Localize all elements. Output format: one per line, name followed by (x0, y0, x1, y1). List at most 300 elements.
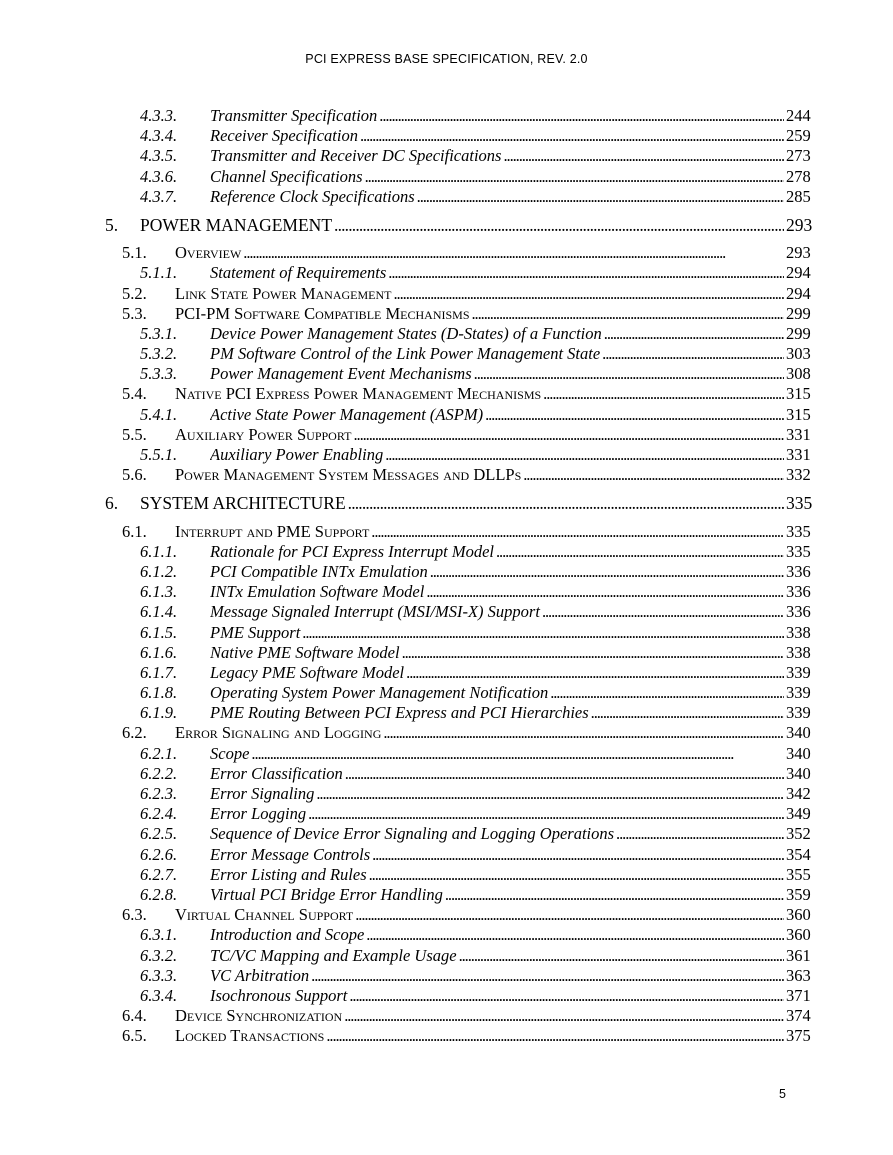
dot-leader (388, 263, 784, 283)
toc-entry-page (786, 663, 811, 683)
toc-entry-number: 6.1.1. (140, 541, 178, 561)
toc-entry-title: Error Classification (210, 763, 343, 783)
toc-entry-title: Link State Power Management (175, 283, 392, 303)
toc-entry-title-wrap (175, 723, 786, 743)
toc-entry-page (786, 804, 811, 824)
toc-entry-title: Power Management System Messages and DLLPs (175, 465, 522, 485)
toc-entry-number: 5.3.3. (140, 364, 178, 384)
toc-entry-page (786, 1006, 811, 1026)
toc-entry-page (786, 304, 811, 324)
toc-entry-title: Statement of Requirements (210, 263, 387, 283)
toc-entry-page-number: 359 (786, 884, 811, 904)
toc-entry-page-number: 336 (786, 602, 811, 622)
toc-entry-page-number: 361 (786, 945, 811, 965)
toc-entry-title: Reference Clock Specifications (210, 186, 415, 206)
toc-entry-page (786, 966, 811, 986)
toc-entry-title: Error Signaling and Logging (175, 723, 382, 743)
toc-entry-number: 6.5. (122, 1026, 147, 1046)
dot-leader (344, 1006, 784, 1026)
toc-entry-title: VC Arbitration (210, 965, 310, 985)
toc-entry-title: SYSTEM ARCHITECTURE (140, 493, 346, 514)
toc-entry-title: PME Support (210, 622, 301, 642)
toc-entry-page (786, 364, 811, 384)
dot-leader (543, 384, 784, 404)
dot-leader (316, 784, 784, 804)
toc-entry-number: 6.1.8. (140, 683, 178, 703)
toc-entry-number: 5. (105, 214, 119, 235)
toc-subsection-entry[interactable] (0, 845, 893, 865)
toc-entry-page (786, 986, 811, 1006)
toc-entry-page-number: 338 (786, 622, 811, 642)
toc-entry-page-number: 335 (786, 493, 813, 514)
toc-entry-page (786, 344, 811, 364)
toc-subsection-entry[interactable] (0, 824, 893, 844)
dot-leader (360, 126, 784, 146)
toc-entry-title-wrap (210, 405, 786, 425)
toc-subsection-entry[interactable] (0, 623, 893, 643)
dot-leader (616, 824, 784, 844)
toc-entry-number: 5.1.1. (140, 263, 178, 283)
toc-subsection-entry[interactable] (0, 663, 893, 683)
dot-leader (542, 602, 784, 622)
toc-entry-title: PM Software Control of the Link Power Management State (210, 344, 601, 364)
toc-entry-page-number: 339 (786, 683, 811, 703)
toc-entry-title: Auxiliary Power Support (175, 424, 352, 444)
dot-leader (406, 663, 784, 683)
toc-entry-title: Native PME Software Model (210, 642, 400, 662)
toc-entry-page (786, 562, 811, 582)
toc-entry-number: 6.1.3. (140, 582, 178, 602)
toc-entry-number: 6.3.3. (140, 965, 178, 985)
toc-entry-number: 6.1. (122, 521, 147, 541)
toc-entry-page (786, 764, 811, 784)
toc-entry-title-wrap (175, 522, 786, 542)
toc-entry-page-number: 259 (786, 126, 811, 146)
toc-entry-title-wrap (210, 966, 786, 986)
toc-entry-title: Power Management Event Mechanisms (210, 364, 472, 384)
toc-entry-page-number: 299 (786, 323, 811, 343)
toc-entry-page-number: 340 (786, 763, 811, 783)
dot-leader (379, 106, 784, 126)
toc-subsection-entry[interactable] (0, 582, 893, 602)
toc-subsection-entry[interactable] (0, 344, 893, 364)
toc-entry-title-wrap (210, 885, 786, 905)
toc-entry-page-number: 342 (786, 784, 811, 803)
toc-subsection-entry[interactable] (0, 865, 893, 885)
toc-entry-number: 5.3.1. (140, 323, 178, 343)
toc-section-entry[interactable] (0, 284, 893, 304)
toc-entry-number: 6.4. (122, 1006, 147, 1026)
toc-entry-title-wrap (210, 623, 786, 643)
toc-entry-page (786, 215, 812, 235)
toc-entry-title: Active State Power Management (ASPM) (210, 404, 484, 424)
toc-subsection-entry[interactable] (0, 146, 893, 166)
toc-entry-number: 6.2.3. (140, 784, 178, 803)
toc-subsection-entry[interactable] (0, 445, 893, 465)
toc-entry-page-number: 273 (786, 146, 811, 166)
toc-entry-page (786, 905, 811, 925)
dot-leader (334, 215, 784, 235)
toc-entry-page (786, 865, 811, 885)
toc-entry-title: Locked Transactions (175, 1026, 325, 1046)
toc-entry-page-number: 352 (786, 824, 811, 844)
toc-entry-title: Device Synchronization (175, 1006, 343, 1026)
dot-leader (459, 946, 784, 966)
toc-entry-title-wrap (210, 865, 786, 885)
toc-entry-page-number: 294 (786, 263, 811, 283)
toc-entry-title: POWER MANAGEMENT (140, 214, 333, 235)
toc-entry-title-wrap (210, 146, 786, 166)
toc-entry-page-number: 336 (786, 582, 811, 602)
toc-entry-title-wrap (175, 243, 786, 263)
toc-subsection-entry[interactable] (0, 602, 893, 622)
toc-section-entry[interactable] (0, 425, 893, 445)
toc-entry-title-wrap (210, 764, 786, 784)
toc-entry-number: 4.3.3. (140, 106, 178, 125)
toc-entry-title-wrap (210, 804, 786, 824)
toc-entry-page-number: 340 (786, 723, 811, 743)
toc-entry-page (786, 493, 812, 513)
toc-entry-number: 6.1.9. (140, 703, 178, 723)
dot-leader (353, 425, 784, 445)
toc-entry-number: 6.1.6. (140, 642, 178, 662)
toc-entry-title: Message Signaled Interrupt (MSI/MSI-X) Support (210, 602, 540, 622)
toc-entry-page (786, 1026, 811, 1046)
toc-entry-title-wrap (210, 986, 786, 1006)
toc-entry-page (786, 824, 811, 844)
toc-entry-number: 5.2. (122, 283, 147, 303)
toc-subsection-entry[interactable] (0, 263, 893, 283)
toc-entry-page-number: 340 (786, 743, 811, 763)
toc-entry-page (786, 703, 811, 723)
dot-leader (417, 187, 784, 207)
dot-leader (371, 522, 784, 542)
toc-entry-title: Channel Specifications (210, 166, 363, 186)
toc-entry-number: 5.3. (122, 303, 147, 323)
toc-entry-page (786, 845, 811, 865)
toc-entry-title: Interrupt and PME Support (175, 521, 370, 541)
dot-leader (591, 703, 784, 723)
toc-entry-page (786, 643, 811, 663)
toc-entry-title: PCI Compatible INTx Emulation (210, 561, 428, 581)
toc-subsection-entry[interactable] (0, 364, 893, 384)
toc-entry-page-number: 335 (786, 521, 811, 541)
toc-entry-page-number: 332 (786, 465, 811, 485)
toc-entry-page (786, 384, 811, 404)
toc-entry-title-wrap (210, 445, 786, 465)
dot-leader (485, 405, 784, 425)
dot-leader (402, 643, 784, 663)
toc-entry-page (786, 284, 811, 304)
toc-entry-title-wrap (175, 1026, 786, 1046)
toc-entry-page (786, 425, 811, 445)
dot-leader (365, 167, 784, 187)
toc-entry-number: 5.5.1. (140, 445, 178, 464)
toc-subsection-entry[interactable] (0, 167, 893, 187)
toc-entry-title-wrap (210, 126, 786, 146)
toc-entry-title-wrap (175, 284, 786, 304)
dot-leader (345, 764, 784, 784)
toc-subsection-entry[interactable] (0, 885, 893, 905)
toc-subsection-entry[interactable] (0, 966, 893, 986)
toc-entry-page-number: 354 (786, 844, 811, 864)
toc-section-entry[interactable] (0, 1026, 893, 1046)
toc-entry-number: 6.2.1. (140, 743, 178, 763)
toc-entry-number: 6.2.5. (140, 824, 178, 844)
toc-subsection-entry[interactable] (0, 744, 893, 764)
toc-entry-title-wrap (210, 744, 786, 764)
toc-section-entry[interactable] (0, 1006, 893, 1026)
dot-leader (426, 582, 784, 602)
toc-entry-title-wrap (210, 106, 786, 126)
toc-entry-title-wrap (210, 167, 786, 187)
toc-entry-page-number: 293 (786, 243, 811, 263)
toc-entry-page-number: 285 (786, 186, 811, 206)
toc-section-entry[interactable] (0, 723, 893, 743)
toc-entry-title: Scope (210, 743, 250, 763)
toc-entry-page-number: 338 (786, 642, 811, 662)
toc-entry-title-wrap (175, 1006, 786, 1026)
toc-entry-title-wrap (175, 384, 786, 404)
toc-entry-page-number: 339 (786, 662, 811, 682)
dot-leader (394, 284, 785, 304)
toc-entry-page (786, 187, 811, 207)
toc-subsection-entry[interactable] (0, 643, 893, 663)
toc-subsection-entry[interactable] (0, 764, 893, 784)
toc-section-entry[interactable] (0, 522, 893, 542)
dot-leader (355, 905, 784, 925)
toc-entry-title-wrap (175, 465, 786, 485)
toc-entry-page-number: 349 (786, 804, 811, 824)
toc-entry-title-wrap (210, 562, 786, 582)
toc-entry-page (786, 263, 811, 283)
toc-entry-number: 4.3.6. (140, 166, 178, 186)
toc-entry-number: 4.3.7. (140, 186, 178, 206)
toc-entry-page (786, 126, 811, 146)
toc-entry-number: 6.2. (122, 723, 147, 743)
toc-entry-page (786, 744, 811, 764)
toc-entry-number: 5.4. (122, 384, 147, 404)
toc-entry-number: 6.1.2. (140, 561, 178, 581)
toc-entry-number: 4.3.5. (140, 146, 178, 166)
toc-entry-number: 6.3. (122, 905, 147, 925)
toc-entry-number: 6.3.2. (140, 945, 178, 965)
dot-leader (523, 465, 784, 485)
toc-entry-page-number: 355 (786, 864, 811, 884)
dot-leader (251, 744, 784, 764)
toc-subsection-entry[interactable] (0, 187, 893, 207)
toc-subsection-entry[interactable] (0, 324, 893, 344)
dot-leader (474, 364, 784, 384)
toc-entry-page-number: 331 (786, 424, 811, 444)
toc-entry-page-number: 371 (786, 985, 811, 1005)
toc-section-entry[interactable] (0, 243, 893, 263)
toc-subsection-entry[interactable] (0, 925, 893, 945)
toc-chapter-entry[interactable] (0, 215, 893, 235)
toc-entry-title: Rationale for PCI Express Interrupt Model (210, 541, 494, 561)
toc-entry-title: Legacy PME Software Model (210, 662, 405, 682)
toc-entry-title-wrap (210, 703, 786, 723)
toc-entry-page (786, 925, 811, 945)
toc-entry-title-wrap (210, 263, 786, 283)
toc-entry-title: Auxiliary Power Enabling (210, 445, 384, 464)
toc-section-entry[interactable] (0, 384, 893, 404)
toc-entry-page-number: 308 (786, 364, 811, 384)
toc-entry-number: 6.2.4. (140, 804, 178, 824)
dot-leader (472, 304, 785, 324)
page-number: 5 (779, 1087, 786, 1101)
toc-entry-page (786, 723, 811, 743)
toc-entry-title: Isochronous Support (210, 985, 348, 1005)
toc-entry-page-number: 363 (786, 965, 811, 985)
toc-entry-number: 4.3.4. (140, 126, 178, 146)
toc-entry-page (786, 784, 811, 804)
toc-entry-page (786, 465, 811, 485)
toc-entry-title-wrap (210, 784, 786, 804)
toc-entry-title-wrap (210, 542, 786, 562)
toc-entry-page (786, 602, 811, 622)
toc-entry-title-wrap (210, 324, 786, 344)
toc-entry-number: 5.6. (122, 465, 147, 485)
toc-subsection-entry[interactable] (0, 703, 893, 723)
toc-entry-page-number: 303 (786, 344, 811, 364)
toc-entry-title: Introduction and Scope (210, 925, 365, 945)
toc-entry-page-number: 331 (786, 445, 811, 464)
toc-entry-page-number: 336 (786, 561, 811, 581)
toc-entry-page (786, 542, 811, 562)
toc-entry-title-wrap (210, 602, 786, 622)
toc-entry-page-number: 339 (786, 703, 811, 723)
toc-subsection-entry[interactable] (0, 784, 893, 804)
toc-entry-title: INTx Emulation Software Model (210, 582, 425, 602)
toc-subsection-entry[interactable] (0, 946, 893, 966)
toc-subsection-entry[interactable] (0, 683, 893, 703)
dot-leader (302, 623, 784, 643)
dot-leader (430, 562, 784, 582)
toc-entry-title-wrap (210, 582, 786, 602)
toc-entry-page-number: 360 (786, 925, 811, 945)
toc-entry-page-number: 293 (786, 214, 813, 235)
toc-entry-title: Native PCI Express Power Management Mechanisms (175, 384, 542, 404)
dot-leader (311, 966, 784, 986)
toc-entry-number: 6.1.7. (140, 662, 178, 682)
toc-entry-page (786, 623, 811, 643)
toc-entry-title: Error Signaling (210, 784, 315, 803)
toc-entry-title: Error Message Controls (210, 844, 371, 864)
dot-leader (602, 344, 784, 364)
toc-entry-number: 6.1.5. (140, 622, 178, 642)
toc-entry-number: 5.5. (122, 424, 147, 444)
dot-leader (550, 683, 784, 703)
dot-leader (369, 865, 784, 885)
toc-entry-page (786, 324, 811, 344)
toc-subsection-entry[interactable] (0, 106, 893, 126)
toc-entry-number: 5.3.2. (140, 344, 178, 364)
toc-entry-title: Device Power Management States (D-States) of a Function (210, 323, 602, 343)
toc-entry-number: 6.1.4. (140, 602, 178, 622)
toc-entry-page-number: 360 (786, 905, 811, 925)
dot-leader (326, 1026, 784, 1046)
dot-leader (366, 925, 784, 945)
toc-entry-title-wrap (210, 187, 786, 207)
toc-entry-page (786, 405, 811, 425)
toc-entry-number: 6.2.8. (140, 884, 178, 904)
toc-entry-page (786, 946, 811, 966)
toc-subsection-entry[interactable] (0, 542, 893, 562)
toc-entry-page (786, 106, 811, 126)
toc-entry-number: 5.4.1. (140, 404, 178, 424)
toc-subsection-entry[interactable] (0, 562, 893, 582)
toc-entry-page-number: 299 (786, 303, 811, 323)
dot-leader (383, 723, 784, 743)
toc-entry-title: Transmitter Specification (210, 106, 378, 125)
toc-entry-title-wrap (210, 344, 786, 364)
toc-entry-number: 6.2.7. (140, 864, 178, 884)
toc-entry-title-wrap (210, 946, 786, 966)
toc-subsection-entry[interactable] (0, 126, 893, 146)
toc-entry-title-wrap (210, 845, 786, 865)
toc-entry-page-number: 375 (786, 1026, 811, 1046)
dot-leader (349, 986, 784, 1006)
toc-entry-title: Virtual Channel Support (175, 905, 354, 925)
toc-entry-page (786, 243, 811, 263)
toc-entry-title: Overview (175, 243, 242, 263)
toc-entry-number: 6.3.4. (140, 985, 178, 1005)
toc-entry-page-number: 335 (786, 541, 811, 561)
toc-entry-title-wrap (210, 824, 786, 844)
toc-entry-title-wrap (140, 215, 786, 235)
table-of-contents (0, 106, 893, 1046)
toc-entry-title: Receiver Specification (210, 126, 358, 146)
toc-section-entry[interactable] (0, 905, 893, 925)
toc-entry-page (786, 167, 811, 187)
toc-subsection-entry[interactable] (0, 405, 893, 425)
toc-entry-title-wrap (210, 364, 786, 384)
toc-section-entry[interactable] (0, 304, 893, 324)
toc-subsection-entry[interactable] (0, 986, 893, 1006)
toc-entry-title: Virtual PCI Bridge Error Handling (210, 884, 443, 904)
toc-entry-title: Error Listing and Rules (210, 864, 367, 884)
dot-leader (385, 445, 784, 465)
toc-entry-page-number: 315 (786, 404, 811, 424)
toc-entry-title-wrap (175, 425, 786, 445)
dot-leader (604, 324, 784, 344)
toc-entry-title: PCI-PM Software Compatible Mechanisms (175, 303, 470, 323)
toc-entry-title-wrap (175, 905, 786, 925)
toc-entry-page-number: 244 (786, 106, 811, 125)
toc-entry-title-wrap (210, 663, 786, 683)
toc-entry-page-number: 315 (786, 384, 811, 404)
toc-entry-title-wrap (210, 643, 786, 663)
toc-entry-title-wrap (210, 683, 786, 703)
toc-entry-title-wrap (140, 493, 786, 513)
toc-entry-title: Transmitter and Receiver DC Specifications (210, 146, 502, 166)
toc-chapter-entry[interactable] (0, 493, 893, 513)
dot-leader (496, 542, 784, 562)
toc-entry-title: Operating System Power Management Notification (210, 683, 549, 703)
toc-entry-title: Sequence of Device Error Signaling and Logging Operations (210, 824, 615, 844)
toc-entry-title-wrap (210, 925, 786, 945)
toc-section-entry[interactable] (0, 465, 893, 485)
toc-entry-page (786, 146, 811, 166)
toc-entry-number: 5.1. (122, 243, 147, 263)
toc-entry-title: PME Routing Between PCI Express and PCI Hierarchies (210, 703, 589, 723)
toc-entry-number: 6.2.6. (140, 844, 178, 864)
toc-entry-page (786, 683, 811, 703)
toc-subsection-entry[interactable] (0, 804, 893, 824)
toc-entry-page (786, 522, 811, 542)
dot-leader (243, 243, 784, 263)
